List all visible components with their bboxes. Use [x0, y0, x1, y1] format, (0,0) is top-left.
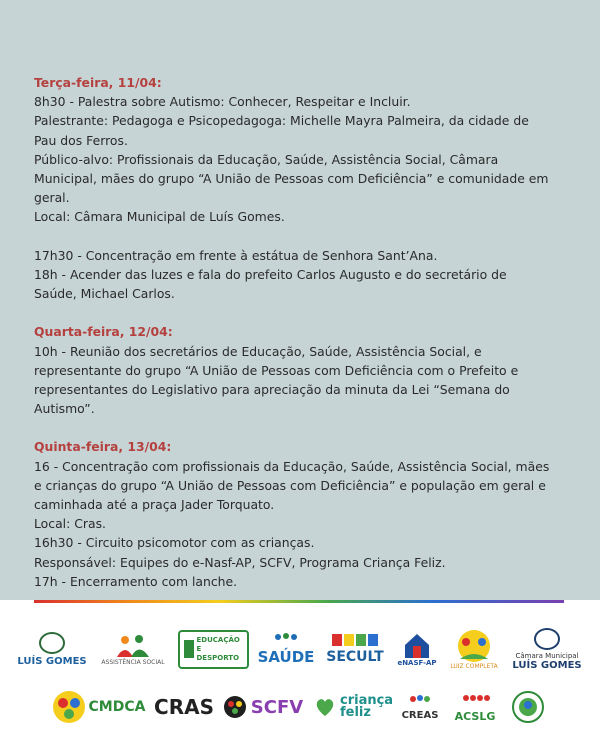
logo-text: SAÚDE [257, 648, 315, 666]
schedule-line: Pau dos Ferros. [34, 132, 128, 148]
schedule-line: Autismo”. [34, 401, 95, 417]
globe-icon [223, 695, 247, 719]
house-icon [402, 631, 432, 659]
schedule-line: e crianças do grupo “A União de Pessoas com Deficiência” e população em geral e [34, 477, 546, 493]
logo-text: ACSLG [454, 709, 496, 723]
schedule-line: Local: Câmara Municipal de Luís Gomes. [34, 209, 285, 225]
schedule-line: representantes do Legislativo para apreciação da minuta da Lei “Semana do [34, 382, 510, 398]
schedule-line: 10h - Reunião dos secretários de Educação, Saúde, Assistência Social, e [34, 343, 482, 359]
logo-secult [322, 623, 388, 675]
logo-cmdca [50, 681, 146, 733]
logo-round-seal [506, 681, 550, 733]
heart-icon [314, 696, 336, 718]
logo-scfv [222, 681, 304, 733]
municipal-seal-icon [39, 632, 65, 654]
logo-text: CRAS [154, 695, 214, 719]
logo-luiz-completa [446, 623, 502, 675]
logo-text: ASSISTÊNCIA SOCIAL [101, 658, 165, 666]
logo-educacao-desporto [176, 623, 250, 675]
camara-seal-icon [534, 628, 560, 650]
schedule-line: representante do grupo “A União de Pessoas com Deficiência com o Prefeito e [34, 362, 519, 378]
schedule-line: Público-alvo: Profissionais da Educação, Saúde, Assistência Social, Câmara [34, 151, 499, 167]
color-blocks-icon [332, 634, 378, 646]
partner-logos [0, 615, 600, 750]
day-heading: Terça-feira, 11/04: [34, 75, 162, 90]
logo-enasf-ap [392, 623, 442, 675]
logo-text: EDUCAÇÃO E DESPORTO [196, 635, 240, 662]
logo-box [178, 630, 249, 669]
logo-camara-municipal [508, 623, 586, 675]
logo-saude [254, 623, 318, 675]
schedule-line: Responsável: Equipes do e-Nasf-AP, SCFV, Programa Criança Feliz. [34, 554, 446, 570]
section-gap [34, 303, 574, 322]
logo-prefeitura-luis-gomes [14, 623, 90, 675]
logo-text: Câmara Municipal [515, 651, 579, 660]
family-icon [405, 694, 435, 710]
seal-icon [512, 691, 544, 723]
logo-cras [150, 681, 218, 733]
schedule-line: 17h - Encerramento com lanche. [34, 573, 238, 589]
logo-acslg [448, 681, 502, 733]
logo-text: LUIZ COMPLETA [450, 662, 498, 670]
schedule-line: 17h30 - Concentração em frente à estátua de Senhora Sant’Ana. [34, 247, 438, 263]
logo-row-1 [0, 623, 600, 679]
schedule-line: caminhada até a praça Jader Torquato. [34, 497, 275, 513]
children-circle-icon [51, 689, 87, 725]
people-icon [113, 633, 153, 659]
logo-row-2 [0, 681, 600, 737]
schedule-line: geral. [34, 190, 70, 206]
logo-text: criança feliz [340, 693, 394, 720]
people-row-icon [460, 692, 490, 710]
schedule-line: 18h - Acender das luzes e fala do prefeito Carlos Augusto e do secretário de [34, 267, 507, 283]
logo-text: SECULT [326, 648, 384, 665]
schedule-line: Local: Cras. [34, 516, 106, 532]
schedule-content [34, 73, 574, 591]
logo-text: CREAS [401, 709, 439, 721]
people-icon [271, 632, 301, 648]
book-icon [184, 640, 194, 658]
logo-text: CMDCA [88, 699, 146, 715]
logo-creas [398, 681, 442, 733]
blank-line [34, 227, 574, 246]
logo-text: SCFV [250, 696, 304, 718]
day-heading: Quarta-feira, 12/04: [34, 324, 173, 340]
schedule-line: 16h30 - Circuito psicomotor com as crianças. [34, 535, 315, 551]
day-heading: Quinta-feira, 13/04: [34, 439, 172, 455]
schedule-line: Municipal, mães do grupo “A União de Pessoas com Deficiência” e comunidade em [34, 171, 549, 187]
rainbow-divider [34, 600, 564, 603]
schedule-line: Saúde, Michael Carlos. [34, 286, 175, 302]
section-gap [34, 418, 574, 437]
schedule-line: Palestrante: Pedagoga e Psicopedagoga: Michelle Mayra Palmeira, da cidade de [34, 113, 529, 129]
children-icon [452, 629, 496, 663]
logo-text: LUÍS GOMES [17, 655, 87, 667]
schedule-line: 8h30 - Palestra sobre Autismo: Conhecer, Respeitar e Incluir. [34, 94, 411, 110]
schedule-line: 16 - Concentração com profissionais da Educação, Saúde, Assistência Social, mães [34, 458, 550, 474]
logo-crianca-feliz [310, 681, 394, 733]
logo-text: eNASF-AP [397, 659, 437, 667]
logo-subtext: LUÍS GOMES [512, 659, 582, 671]
logo-assistencia-social [96, 623, 170, 675]
